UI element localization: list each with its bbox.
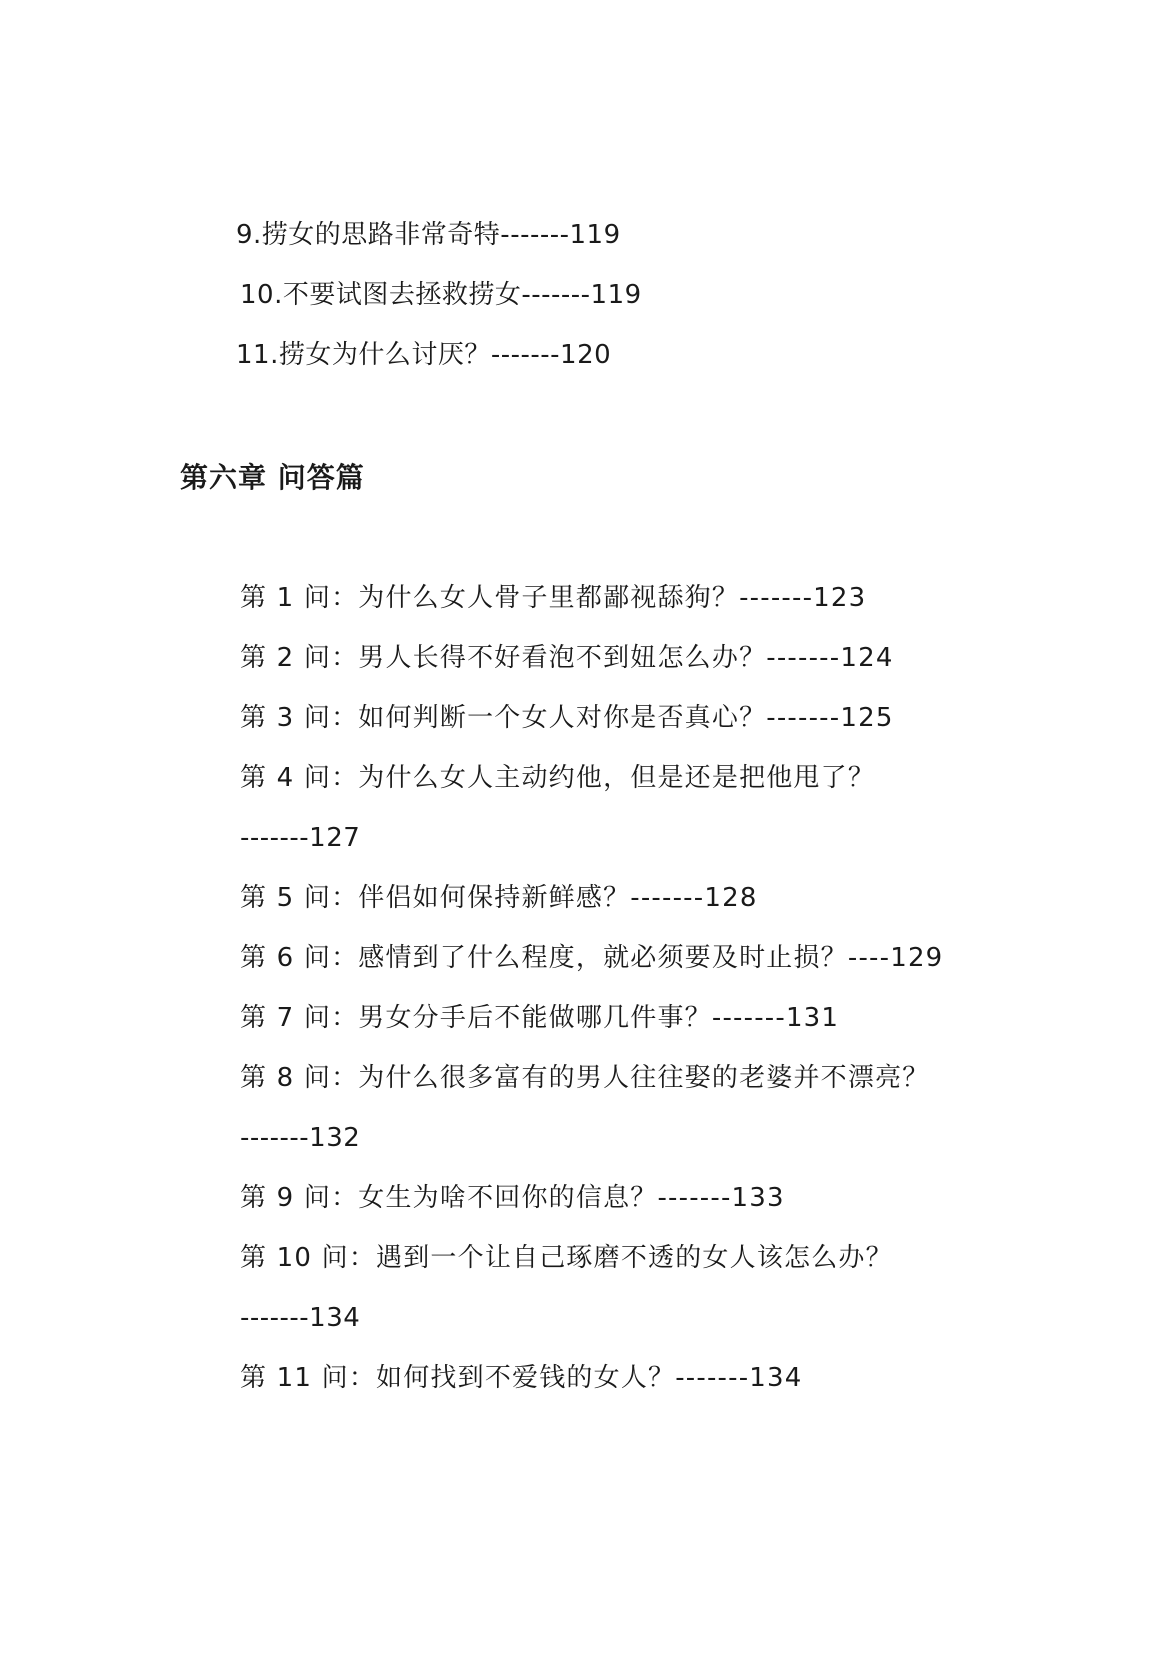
qa-item-10: 第 10 问：遇到一个让自己琢磨不透的女人该怎么办？ xyxy=(240,1243,893,1273)
section5-item-9: 9.捞女的思路非常奇特-------119 xyxy=(236,220,621,250)
qa-item-5: 第 5 问：伴侣如何保持新鲜感？-------128 xyxy=(240,883,758,913)
qa-item-8: 第 8 问：为什么很多富有的男人往往娶的老婆并不漂亮？ xyxy=(240,1063,930,1093)
chapter-heading: 第六章 问答篇 xyxy=(180,461,365,494)
section5-item-10: 10.不要试图去拯救捞女-------119 xyxy=(240,280,642,310)
qa-item-6: 第 6 问：感情到了什么程度，就必须要及时止损？----129 xyxy=(240,943,944,973)
qa-item-7: 第 7 问：男女分手后不能做哪几件事？-------131 xyxy=(240,1003,840,1033)
section5-item-11: 11.捞女为什么讨厌？-------120 xyxy=(236,340,612,370)
qa-item-9: 第 9 问：女生为啥不回你的信息？-------133 xyxy=(240,1183,785,1213)
qa-item-3: 第 3 问：如何判断一个女人对你是否真心？-------125 xyxy=(240,703,894,733)
qa-item-10-page: -------134 xyxy=(240,1303,361,1333)
qa-item-4-page: -------127 xyxy=(240,823,361,853)
qa-item-2: 第 2 问：男人长得不好看泡不到妞怎么办？-------124 xyxy=(240,643,894,673)
qa-item-11: 第 11 问：如何找到不爱钱的女人？-------134 xyxy=(240,1363,803,1393)
qa-item-8-page: -------132 xyxy=(240,1123,361,1153)
qa-item-1: 第 1 问：为什么女人骨子里都鄙视舔狗？-------123 xyxy=(240,583,867,613)
qa-item-4: 第 4 问：为什么女人主动约他，但是还是把他甩了？ xyxy=(240,763,876,793)
